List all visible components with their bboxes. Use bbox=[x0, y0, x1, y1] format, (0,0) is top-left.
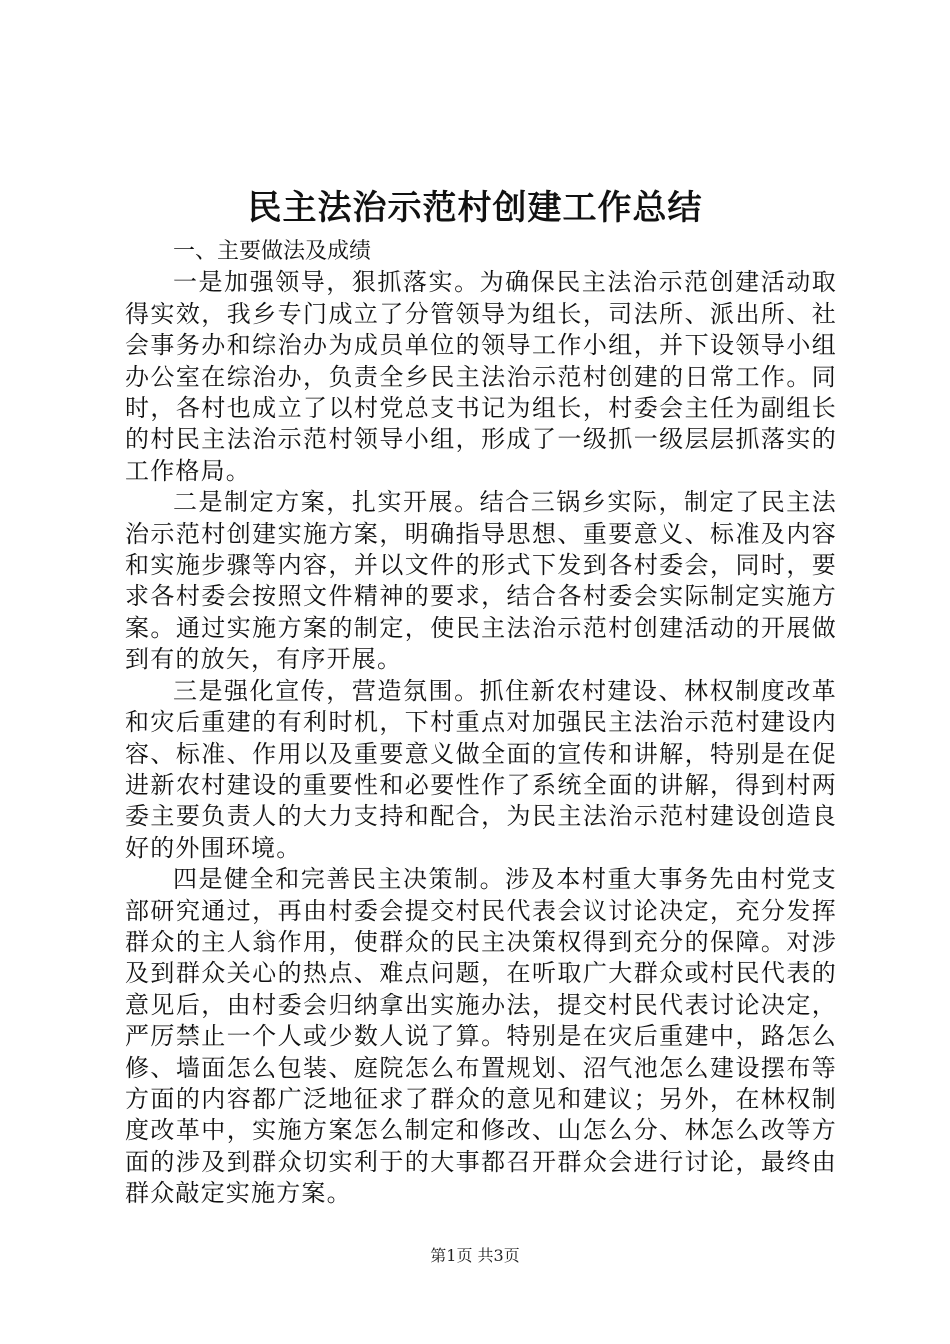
section-heading: 一、主要做法及成绩 bbox=[173, 239, 372, 264]
page-number-footer: 第1页 共3页 bbox=[430, 1246, 520, 1265]
paragraph-publicity: 三是强化宣传，营造氛围。抓住新农村建设、林权制度改革和灾后重建的有利时机，下村重点对加强民主法治示范村建设内容、标准、作用以及重要意义做全面的宣传和讲解，特别是在促进新农村建设的重要性和必要性作了系统全面的讲解，得到村两委主要负责人的大力支持和配合，为民主法治示范村建设创造良好的外围环境。 bbox=[125, 676, 837, 862]
document-title: 民主法治示范村创建工作总结 bbox=[247, 188, 703, 228]
paragraph-decision: 四是健全和完善民主决策制。涉及本村重大事务先由村党支部研究通过，再由村委会提交村民代表会议讨论决定，充分发挥群众的主人翁作用，使群众的民主决策权得到充分的保障。对涉及到群众关心的热点、难点问题，在听取广大群众或村民代表的意见后，由村委会归纳拿出实施办法，提交村民代表讨论决定，严厉禁止一个人或少数人说了算。特别是在灾后重建中，路怎么修、墙面怎么包装、庭院怎么布置规划、沼气池怎么建设摆布等方面的内容都广泛地征求了群众的意见和建议；另外，在林权制度改革中，实施方案怎么制定和修改、山怎么分、林怎么改等方面的涉及到群众切实利于的大事都召开群众会进行讨论，最终由群众敲定实施方案。 bbox=[125, 865, 837, 1208]
document-body bbox=[125, 236, 837, 1210]
paragraph-leadership: 一是加强领导，狠抓落实。为确保民主法治示范创建活动取得实效，我乡专门成立了分管领导为组长，司法所、派出所、社会事务办和综治办为成员单位的领导工作小组，并下设领导小组办公室在综治办，负责全乡民主法治示范村创建的日常工作。同时，各村也成立了以村党总支书记为组长，村委会主任为副组长的村民主法治示范村领导小组，形成了一级抓一级层层抓落实的工作格局。 bbox=[125, 268, 837, 485]
paragraph-plan: 二是制定方案，扎实开展。结合三锅乡实际，制定了民主法治示范村创建实施方案，明确指导思想、重要意义、标准及内容和实施步骤等内容，并以文件的形式下发到各村委会，同时，要求各村委会按照文件精神的要求，结合各村委会实际制定实施方案。通过实施方案的制定，使民主法治示范村创建活动的开展做到有的放矢，有序开展。 bbox=[125, 488, 837, 674]
